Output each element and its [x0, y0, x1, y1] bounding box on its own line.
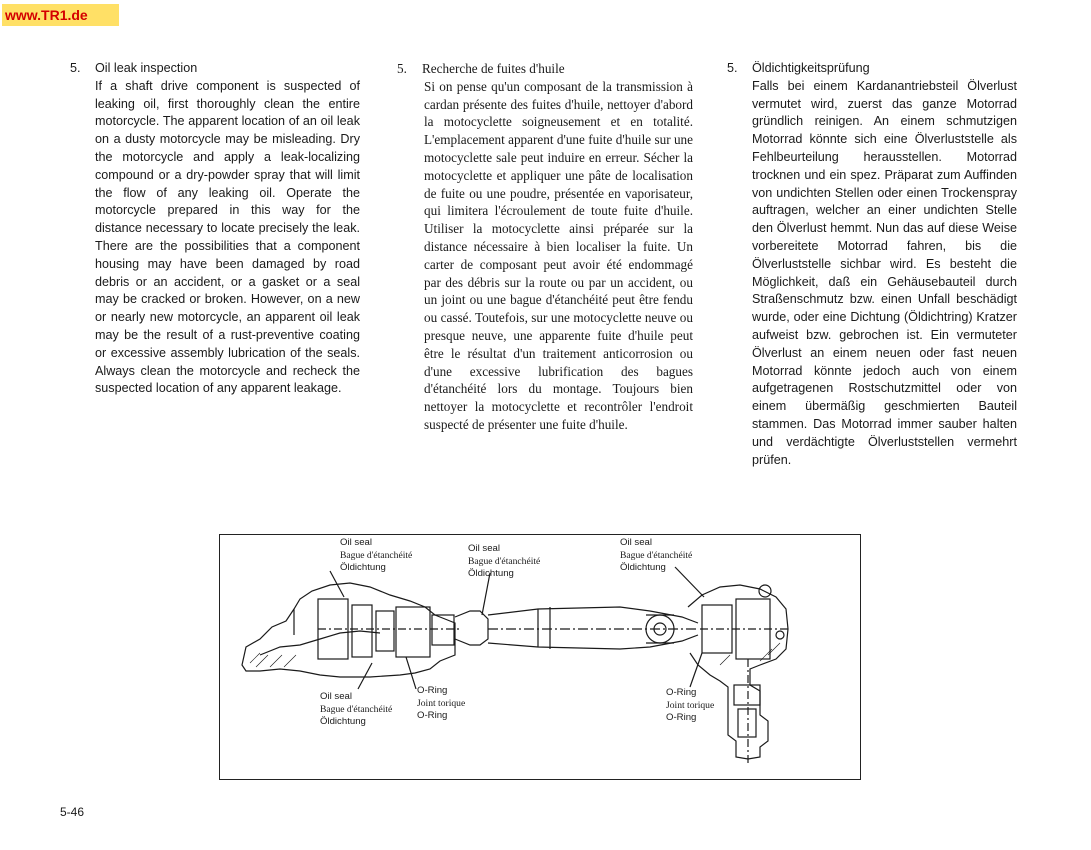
section-title-en: Oil leak inspection — [95, 61, 198, 75]
label-oil-seal-top-mid: Oil seal Bague d'étanchéité Öldichtung — [468, 543, 541, 580]
section-number-fr: 5. — [397, 61, 407, 76]
section-body-fr: Si on pense qu'un composant de la transmission à cardan présente des fuites d'huile, nettoyer d'abord la motocyclette soigneusement et en totalité. L'emplacement apparent d'une fuite d'huile sur une motocyclette sale peut induire en erreur. Sécher la motocyclette et appliquer une pâte de localisation de fuite ou une poudre, présentée en vaporisateur, qui limitera l'écroulement de toute fuite d'huile. Utiliser la motocyclette ainsi préparée sur la distance nécessaire à bien localiser la fuite. Un carter de composant peut avoir été endommagé par des débris sur la route ou par un accident, ou un joint ou une bague d'étanchéité peut être fendu ou cassé. Toutefois, sur une motocyclette neuve ou presque neuve, une apparente fuite d'huile peut être le résultat d'un traitement anticorrosion ou d'une excessive lubrification des bagues d'étanchéité lors du montage. Toujours bien nettoyer la motocyclette et recontrôler l'endroit suspecté de présenter une fuite d'huile. — [424, 78, 693, 432]
section-title-de: Öldichtigkeitsprüfung — [752, 61, 870, 75]
label-oil-seal-top-left: Oil seal Bague d'étanchéité Öldichtung — [340, 537, 413, 574]
shaft-drive-diagram — [219, 534, 861, 780]
page-number: 5-46 — [60, 805, 85, 819]
column-german — [727, 60, 1017, 469]
section-heading-fr — [397, 60, 693, 78]
column-english — [70, 60, 360, 398]
section-body-en: If a shaft drive component is suspected of leaking oil, first thoroughly clean the entire motorcycle. The apparent location of an oil leak on a dusty motorcycle may be misleading. Dry the motorcycle and apply a leak-localizing compound or a dry-powder spray that will limit the flow of any leaking oil. Operate the motorcycle prepared in this way for the distance necessary to locate precisely the leak. There are the possibilities that a component housing may have been damaged by road debris or an accident, or a gasket or a seal may be cracked or broken. However, on a new or nearly new motorcycle, an apparent oil leak may be the result of a rust-preventive coating or excessive assembly lubrication of the seals. Always clean the motorcycle and recheck the suspected location of any apparent leakage. — [95, 78, 360, 396]
section-heading-de — [727, 60, 1017, 78]
section-number-en: 5. — [70, 61, 81, 75]
column-french — [397, 60, 693, 434]
label-oil-seal-bottom-left: Oil seal Bague d'étanchéité Öldichtung — [320, 691, 393, 728]
label-o-ring-bottom-left: O-Ring Joint torique O-Ring — [417, 685, 466, 722]
label-o-ring-bottom-right: O-Ring Joint torique O-Ring — [666, 687, 715, 724]
section-heading-en — [70, 60, 360, 78]
section-body-de: Falls bei einem Kardanantriebsteil Ölverlust vermutet wird, zuerst das ganze Motorrad gründlich reinigen. An einem schmutzigen Motorrad könnte sich eine Ölverluststelle als Fehlbeurteilung herausstellen. Motorrad trocknen und ein spez. Präparat zum Auffinden von undichten Stellen oder einen Trockenspray auftragen, welcher an einer undichten Stelle den Ölverlust hemmt. Nun das auf diese Weise vorbereitete Motorrad fahren, bis die Ölverluststelle sichbar wird. Es besteht die Möglichkeit, daß ein Gehäusebauteil durch Straßenschmutz bzw. einen Unfall beschädigt wurde, oder eine Dichtung (Öldichtring) Kratzer aufweist bzw. gebrochen ist. Ein vermuteter Ölverlust an einem neuen oder fast neuen Motorrad könnte jedoch auch von einem aufgetragenen Rostschutzmittel oder von einem übermäßig geschmierten Bauteil stammen. Das Motorrad immer sauber halten und verdächtigte Ölverluststellen vermehrt prüfen. — [752, 78, 1017, 467]
section-title-fr: Recherche de fuites d'huile — [422, 61, 565, 76]
site-watermark: www.TR1.de — [2, 4, 119, 26]
section-number-de: 5. — [727, 61, 738, 75]
label-oil-seal-top-right: Oil seal Bague d'étanchéité Öldichtung — [620, 537, 693, 574]
